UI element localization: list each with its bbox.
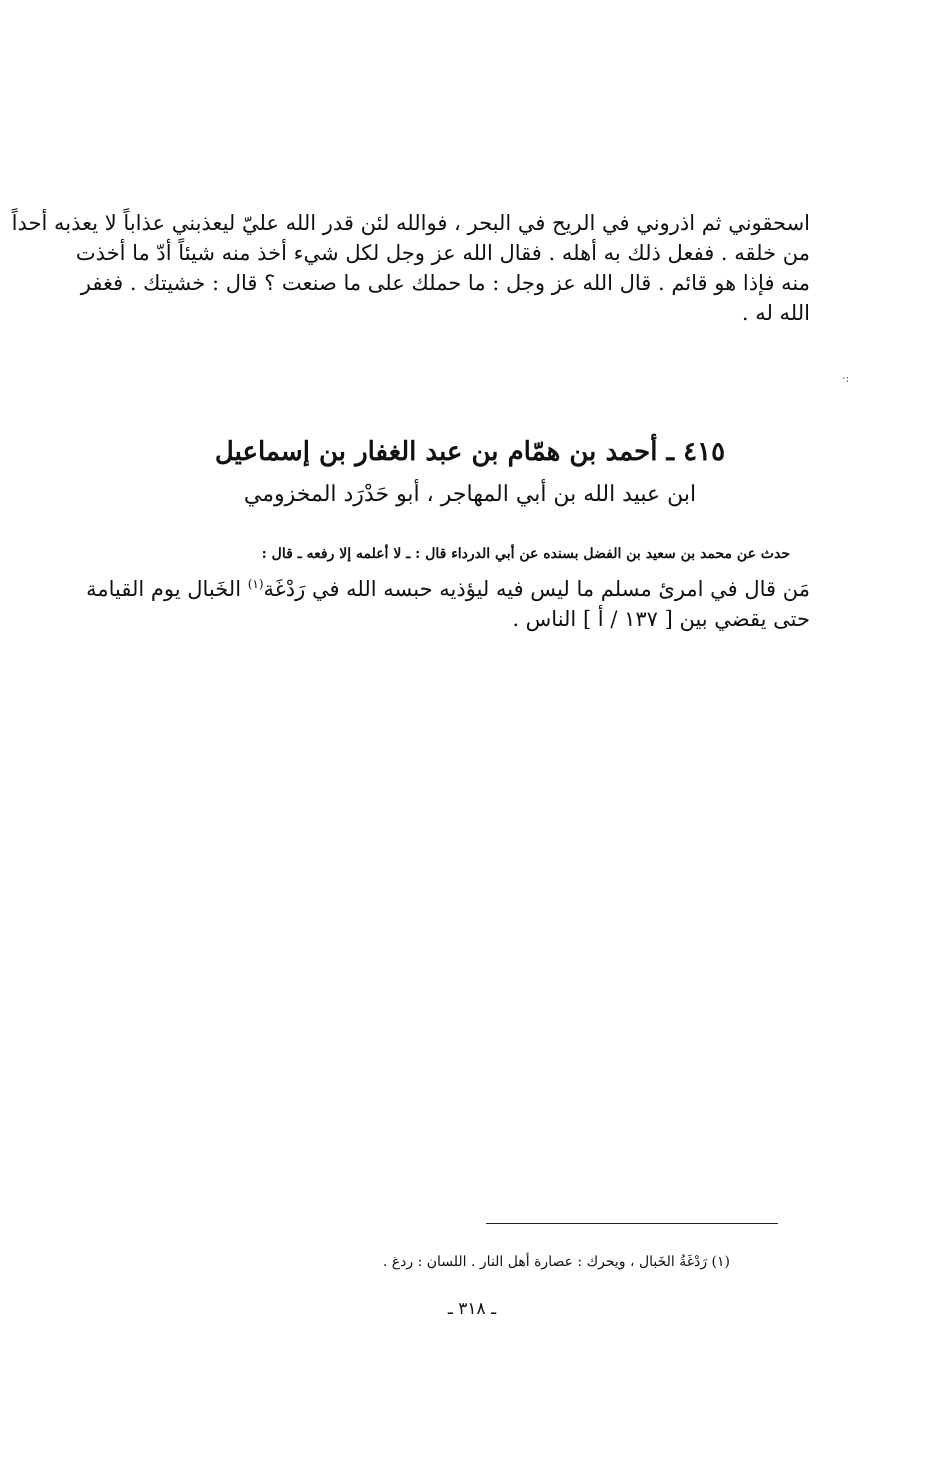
continued-paragraph	[11, 208, 810, 328]
footnote: (١) رَدْغَةُ الخَبال ، ويحرك : عصارة أهل النار . اللسان : ردغ .	[382, 1254, 730, 1270]
isnad-line: حدث عن محمد بن سعيد بن الفضل بسنده عن أبي الدرداء قال : ـ لا أعلمه إلا رفعه ـ قال :	[261, 546, 790, 562]
paragraph-line: منه فإذا هو قائم . قال الله عز وجل : ما حملك على ما صنعت ؟ قال : خشيتك . فغفر	[80, 271, 810, 295]
paragraph-line: من خلقه . ففعل ذلك به أهله . فقال الله عز وجل لكل شيء أخذ منه شيئاً أدّ ما أخذت	[75, 241, 810, 265]
hadith-line-start: مَن قال في امرئ مسلم ما ليس فيه ليؤذيه حبسه الله في رَدْغَة	[263, 577, 810, 601]
scan-speck: ·:	[842, 372, 850, 385]
entry-heading: ٤١٥ ـ أحمد بن همّام بن عبد الغفار بن إسماعيل	[214, 437, 726, 467]
paragraph-line: اسحقوني ثم اذروني في الريح في البحر ، فوالله لئن قدر الله عليّ ليعذبني عذاباً لا يعذبه أحداً	[11, 211, 810, 235]
hadith-text	[86, 574, 810, 634]
hadith-line-end: الخَبال يوم القيامة	[86, 577, 248, 601]
paragraph-line: الله له .	[741, 301, 810, 325]
hadith-line	[86, 574, 810, 604]
entry-subheading: ابن عبيد الله بن أبي المهاجر ، أبو حَدْرَد المخزومي	[243, 482, 697, 507]
footnote-separator	[486, 1223, 778, 1224]
hadith-line: حتى يقضي بين [ ١٣٧ / أ ] الناس .	[512, 607, 810, 631]
footnote-mark[interactable]: (١)	[247, 577, 264, 591]
page-number: ـ ٣١٨ ـ	[447, 1299, 497, 1319]
